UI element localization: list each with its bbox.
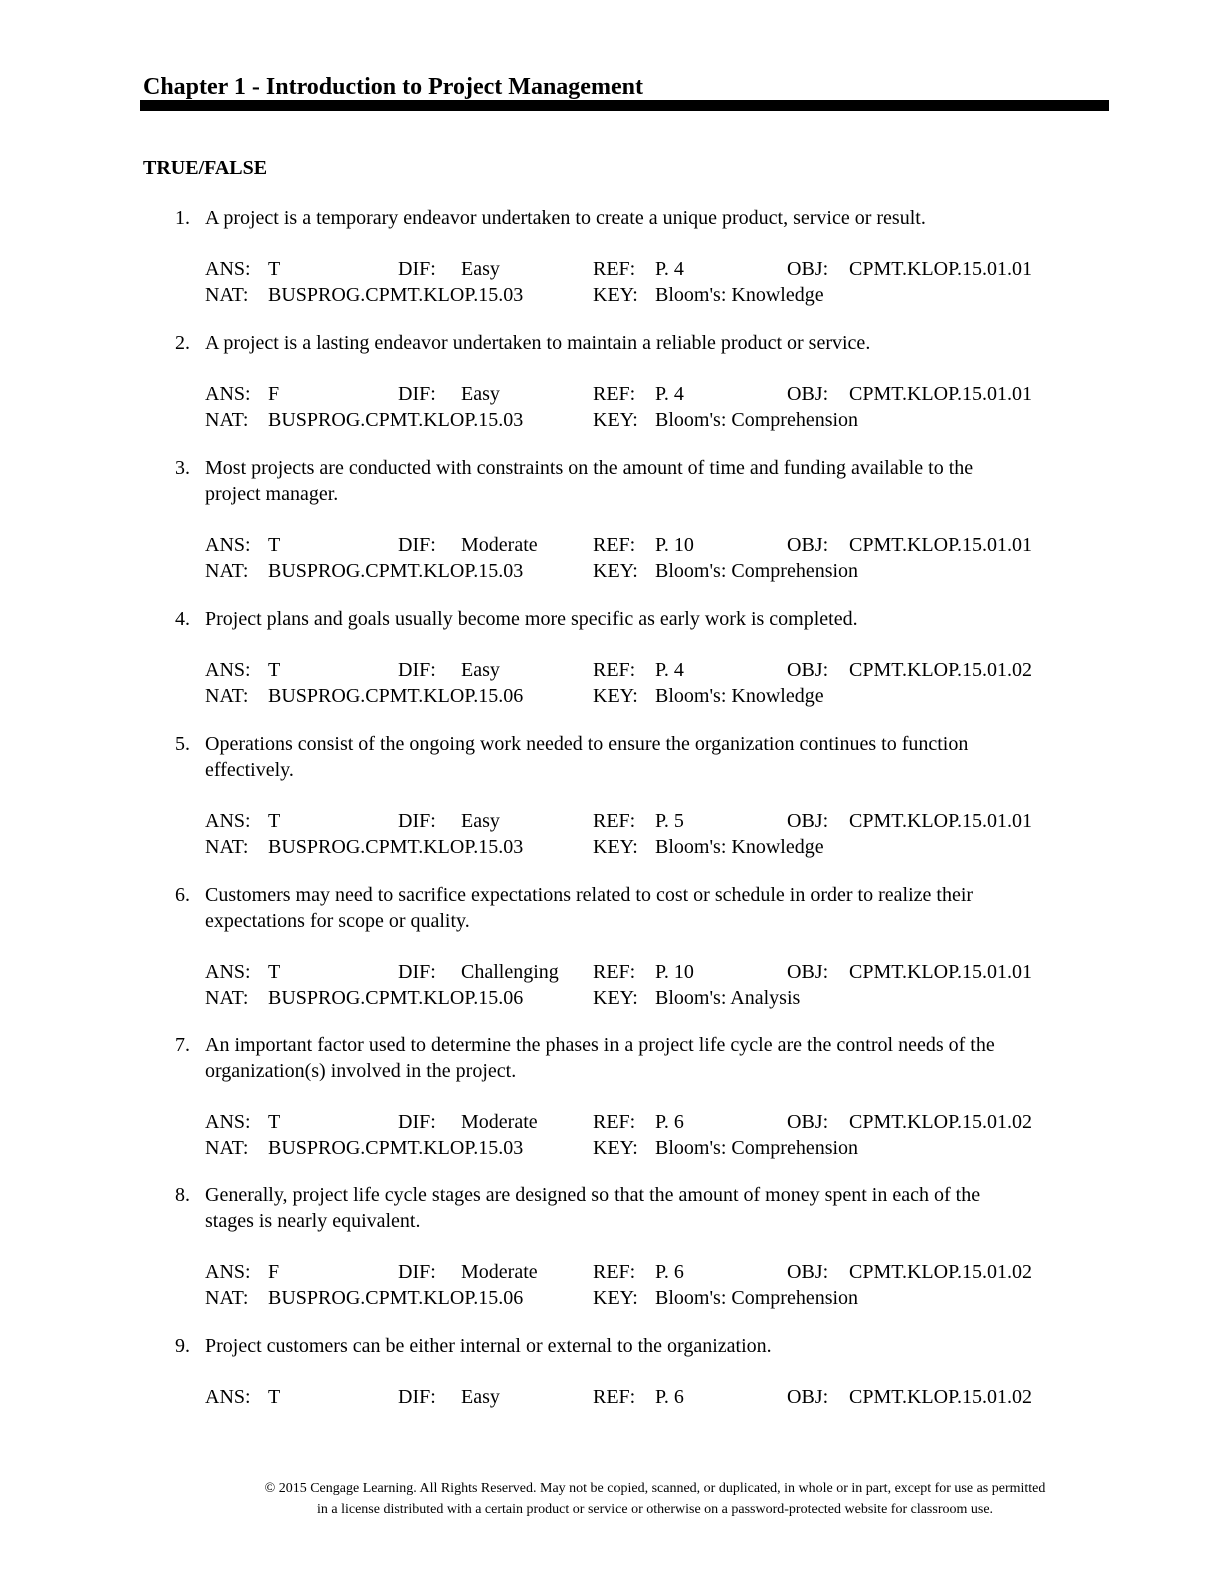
obj-value: CPMT.KLOP.15.01.02 — [849, 1261, 1032, 1283]
nat-label: NAT: — [205, 560, 249, 582]
obj-value: CPMT.KLOP.15.01.01 — [849, 258, 1032, 280]
dif-label: DIF: — [398, 961, 436, 983]
ans-value: T — [268, 1111, 281, 1133]
nat-label: NAT: — [205, 409, 249, 431]
question-number: 9. — [175, 1335, 190, 1357]
question-text: Project customers can be either internal or external to the organization. — [205, 1335, 772, 1357]
key-value: Bloom's: Comprehension — [655, 409, 859, 431]
copyright-footer — [150, 1478, 1160, 1520]
page-title: Chapter 1 - Introduction to Project Management — [143, 74, 643, 100]
key-label: KEY: — [593, 987, 638, 1009]
dif-value: Challenging — [461, 961, 559, 983]
dif-label: DIF: — [398, 534, 436, 556]
dif-value: Easy — [461, 810, 500, 832]
question-text: A project is a temporary endeavor undertaken to create a unique product, service or result. — [205, 207, 926, 229]
nat-value: BUSPROG.CPMT.KLOP.15.06 — [268, 987, 524, 1009]
nat-label: NAT: — [205, 836, 249, 858]
nat-value: BUSPROG.CPMT.KLOP.15.03 — [268, 284, 524, 306]
dif-label: DIF: — [398, 810, 436, 832]
question-text: A project is a lasting endeavor undertaken to maintain a reliable product or service. — [205, 332, 871, 354]
ans-value: T — [268, 961, 281, 983]
obj-label: OBJ: — [787, 1261, 829, 1283]
dif-value: Moderate — [461, 1111, 538, 1133]
obj-label: OBJ: — [787, 1111, 829, 1133]
ref-label: REF: — [593, 1386, 636, 1408]
obj-label: OBJ: — [787, 1386, 829, 1408]
obj-value: CPMT.KLOP.15.01.01 — [849, 534, 1032, 556]
ref-value: P. 4 — [655, 258, 684, 280]
obj-label: OBJ: — [787, 659, 829, 681]
dif-value: Moderate — [461, 1261, 538, 1283]
ref-label: REF: — [593, 1111, 636, 1133]
key-value: Bloom's: Comprehension — [655, 560, 859, 582]
ans-label: ANS: — [205, 1386, 251, 1408]
question-text: An important factor used to determine the phases in a project life cycle are the control needs of the organization(s) involved in the project. — [205, 1034, 995, 1082]
obj-label: OBJ: — [787, 810, 829, 832]
key-value: Bloom's: Analysis — [655, 987, 801, 1009]
ref-label: REF: — [593, 258, 636, 280]
question-number: 7. — [175, 1034, 190, 1056]
question-number: 5. — [175, 733, 190, 755]
obj-value: CPMT.KLOP.15.01.02 — [849, 1386, 1032, 1408]
ans-value: F — [268, 1261, 280, 1283]
key-value: Bloom's: Comprehension — [655, 1287, 859, 1309]
dif-value: Easy — [461, 1386, 500, 1408]
obj-value: CPMT.KLOP.15.01.02 — [849, 1111, 1032, 1133]
ans-value: T — [268, 534, 281, 556]
ref-label: REF: — [593, 534, 636, 556]
ans-label: ANS: — [205, 961, 251, 983]
title-rule — [140, 100, 1109, 111]
ans-label: ANS: — [205, 383, 251, 405]
key-value: Bloom's: Comprehension — [655, 1137, 859, 1159]
ans-label: ANS: — [205, 659, 251, 681]
key-value: Bloom's: Knowledge — [655, 836, 824, 858]
question-text: Operations consist of the ongoing work needed to ensure the organization continues to function effectively. — [205, 733, 969, 781]
question-number: 1. — [175, 207, 190, 229]
question-number: 4. — [175, 608, 190, 630]
dif-label: DIF: — [398, 258, 436, 280]
question-text: Project plans and goals usually become more specific as early work is completed. — [205, 608, 858, 630]
ref-label: REF: — [593, 961, 636, 983]
key-label: KEY: — [593, 284, 638, 306]
nat-value: BUSPROG.CPMT.KLOP.15.06 — [268, 1287, 524, 1309]
question-number: 6. — [175, 884, 190, 906]
dif-value: Easy — [461, 659, 500, 681]
footer-line-2: in a license distributed with a certain product or service or otherwise on a password-protected website for classroom use. — [316, 1502, 994, 1517]
nat-label: NAT: — [205, 685, 249, 707]
dif-value: Moderate — [461, 534, 538, 556]
nat-value: BUSPROG.CPMT.KLOP.15.03 — [268, 560, 524, 582]
ref-value: P. 6 — [655, 1261, 684, 1283]
question-number: 8. — [175, 1184, 190, 1206]
nat-value: BUSPROG.CPMT.KLOP.15.03 — [268, 836, 524, 858]
dif-label: DIF: — [398, 1261, 436, 1283]
nat-value: BUSPROG.CPMT.KLOP.15.06 — [268, 685, 524, 707]
ans-label: ANS: — [205, 1261, 251, 1283]
dif-label: DIF: — [398, 659, 436, 681]
ans-value: T — [268, 659, 281, 681]
obj-value: CPMT.KLOP.15.01.02 — [849, 659, 1032, 681]
question-text: Most projects are conducted with constraints on the amount of time and funding available to the project manager. — [205, 457, 974, 505]
footer-line-1: © 2015 Cengage Learning. All Rights Reserved. May not be copied, scanned, or duplicated, in whole or in part, except for use as permitted — [264, 1481, 1046, 1496]
obj-value: CPMT.KLOP.15.01.01 — [849, 961, 1032, 983]
ref-value: P. 10 — [655, 961, 694, 983]
question-number: 3. — [175, 457, 190, 479]
obj-label: OBJ: — [787, 258, 829, 280]
ans-label: ANS: — [205, 534, 251, 556]
key-value: Bloom's: Knowledge — [655, 685, 824, 707]
key-label: KEY: — [593, 560, 638, 582]
ans-value: T — [268, 1386, 281, 1408]
dif-value: Easy — [461, 383, 500, 405]
key-label: KEY: — [593, 1137, 638, 1159]
ans-label: ANS: — [205, 258, 251, 280]
ref-value: P. 10 — [655, 534, 694, 556]
question-text: Customers may need to sacrifice expectations related to cost or schedule in order to realize their expectations for scope or quality. — [205, 884, 974, 932]
obj-label: OBJ: — [787, 534, 829, 556]
obj-value: CPMT.KLOP.15.01.01 — [849, 810, 1032, 832]
obj-label: OBJ: — [787, 961, 829, 983]
ref-value: P. 4 — [655, 659, 684, 681]
key-label: KEY: — [593, 409, 638, 431]
ref-value: P. 4 — [655, 383, 684, 405]
section-heading: TRUE/FALSE — [143, 157, 268, 179]
question-text: Generally, project life cycle stages are designed so that the amount of money spent in each of the stages is nearly equivalent. — [205, 1184, 981, 1232]
ref-label: REF: — [593, 810, 636, 832]
ref-value: P. 6 — [655, 1111, 684, 1133]
key-value: Bloom's: Knowledge — [655, 284, 824, 306]
ans-value: T — [268, 810, 281, 832]
key-label: KEY: — [593, 1287, 638, 1309]
dif-value: Easy — [461, 258, 500, 280]
ref-label: REF: — [593, 659, 636, 681]
ref-value: P. 6 — [655, 1386, 684, 1408]
key-label: KEY: — [593, 836, 638, 858]
ref-value: P. 5 — [655, 810, 684, 832]
nat-label: NAT: — [205, 987, 249, 1009]
nat-value: BUSPROG.CPMT.KLOP.15.03 — [268, 409, 524, 431]
question-number: 2. — [175, 332, 190, 354]
dif-label: DIF: — [398, 383, 436, 405]
key-label: KEY: — [593, 685, 638, 707]
nat-label: NAT: — [205, 1137, 249, 1159]
obj-label: OBJ: — [787, 383, 829, 405]
dif-label: DIF: — [398, 1111, 436, 1133]
nat-label: NAT: — [205, 284, 249, 306]
ans-label: ANS: — [205, 810, 251, 832]
ref-label: REF: — [593, 383, 636, 405]
nat-value: BUSPROG.CPMT.KLOP.15.03 — [268, 1137, 524, 1159]
dif-label: DIF: — [398, 1386, 436, 1408]
obj-value: CPMT.KLOP.15.01.01 — [849, 383, 1032, 405]
nat-label: NAT: — [205, 1287, 249, 1309]
ans-label: ANS: — [205, 1111, 251, 1133]
ans-value: F — [268, 383, 280, 405]
ans-value: T — [268, 258, 281, 280]
ref-label: REF: — [593, 1261, 636, 1283]
